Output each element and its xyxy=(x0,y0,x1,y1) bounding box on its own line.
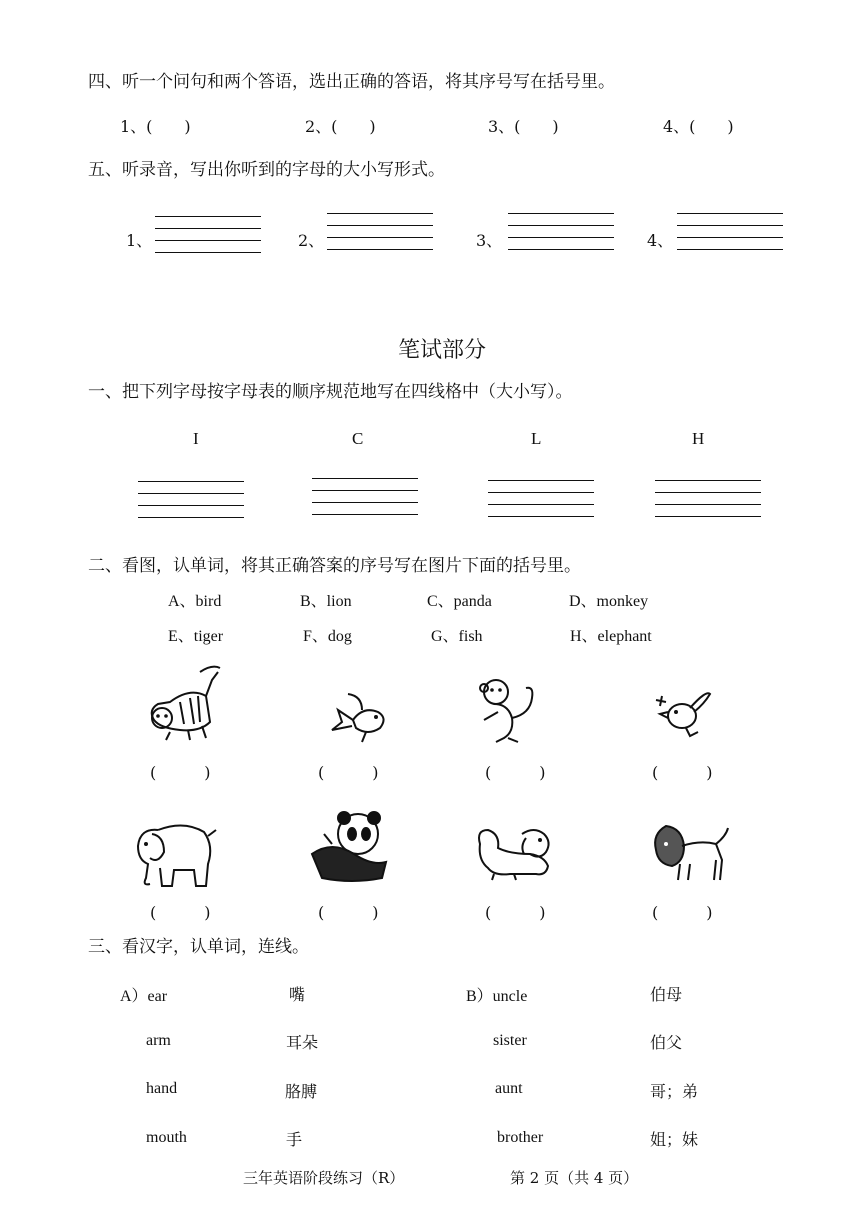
group-a-chinese-2[interactable]: 耳朵 xyxy=(286,1033,319,1052)
letter-3: L xyxy=(531,429,542,448)
group-a-word-4[interactable]: mouth xyxy=(146,1129,187,1146)
written-section2-heading: 二、看图，认单词，将其正确答案的序号写在图片下面的括号里。 xyxy=(88,556,581,576)
four-line-grid-4[interactable] xyxy=(677,213,783,250)
group-b-word-3[interactable]: aunt xyxy=(495,1080,523,1097)
group-b-word-1[interactable]: B）uncle xyxy=(466,988,528,1005)
group-a-chinese-4[interactable]: 手 xyxy=(286,1130,303,1149)
option-d: D、monkey xyxy=(569,593,649,610)
answer-blank-7[interactable]: ( ) xyxy=(485,903,546,922)
group-a-chinese-3[interactable]: 胳膊 xyxy=(285,1082,318,1101)
section5-label-4: 4、 xyxy=(647,231,674,250)
four-line-grid-1[interactable] xyxy=(155,216,261,253)
option-c: C、panda xyxy=(427,593,492,610)
letter-2: C xyxy=(352,429,364,448)
letter-grid-4[interactable] xyxy=(655,480,761,517)
option-e: E、tiger xyxy=(168,628,224,645)
option-f: F、dog xyxy=(303,628,352,645)
section4-item-4[interactable]: 4、( ) xyxy=(663,117,734,136)
section4-item-1[interactable]: 1、( ) xyxy=(120,117,191,136)
footer-title: 三年英语阶段练习（R） xyxy=(243,1169,405,1187)
monkey-picture xyxy=(474,674,544,746)
answer-blank-8[interactable]: ( ) xyxy=(652,903,713,922)
fish-picture xyxy=(318,690,393,745)
group-b-chinese-2[interactable]: 伯父 xyxy=(650,1033,683,1052)
letter-grid-2[interactable] xyxy=(312,478,418,515)
page-number: 第 2 页（共 4 页） xyxy=(510,1169,639,1187)
dog-picture xyxy=(470,820,558,882)
group-a-word-3[interactable]: hand xyxy=(146,1080,178,1097)
four-line-grid-2[interactable] xyxy=(327,213,433,250)
group-b-chinese-4[interactable]: 姐；妹 xyxy=(650,1130,699,1149)
answer-blank-2[interactable]: ( ) xyxy=(318,763,379,782)
written-section1-heading: 一、把下列字母按字母表的顺序规范地写在四线格中（大小写）。 xyxy=(88,382,573,402)
group-a-chinese-1[interactable]: 嘴 xyxy=(289,985,306,1004)
lion-picture xyxy=(650,820,732,886)
section5-heading: 五、听录音，写出你听到的字母的大小写形式。 xyxy=(88,160,445,180)
section5-label-1: 1、 xyxy=(126,231,153,250)
group-b-word-2[interactable]: sister xyxy=(493,1032,527,1049)
group-a-word-1[interactable]: A）ear xyxy=(120,988,168,1005)
letter-grid-3[interactable] xyxy=(488,480,594,517)
option-a: A、bird xyxy=(168,593,222,610)
letter-1: I xyxy=(193,429,199,448)
section4-heading: 四、听一个问句和两个答语，选出正确的答语，将其序号写在括号里。 xyxy=(88,72,615,92)
four-line-grid-3[interactable] xyxy=(508,213,614,250)
answer-blank-1[interactable]: ( ) xyxy=(150,763,211,782)
letter-4: H xyxy=(692,429,705,448)
answer-blank-6[interactable]: ( ) xyxy=(318,903,379,922)
option-g: G、fish xyxy=(431,628,483,645)
option-b: B、lion xyxy=(300,593,352,610)
section5-label-3: 3、 xyxy=(476,231,503,250)
option-h: H、elephant xyxy=(570,628,652,645)
written-part-title: 笔试部分 xyxy=(398,338,487,363)
elephant-picture xyxy=(128,812,218,894)
answer-blank-4[interactable]: ( ) xyxy=(652,763,713,782)
tiger-picture xyxy=(140,662,230,744)
section5-label-2: 2、 xyxy=(298,231,325,250)
answer-blank-5[interactable]: ( ) xyxy=(150,903,211,922)
letter-grid-1[interactable] xyxy=(138,481,244,518)
section4-item-2[interactable]: 2、( ) xyxy=(305,117,376,136)
group-b-chinese-3[interactable]: 哥；弟 xyxy=(650,1082,699,1101)
answer-blank-3[interactable]: ( ) xyxy=(485,763,546,782)
section4-item-3[interactable]: 3、( ) xyxy=(488,117,559,136)
written-section3-heading: 三、看汉字，认单词，连线。 xyxy=(88,937,309,957)
group-b-word-4[interactable]: brother xyxy=(497,1129,544,1146)
bird-picture xyxy=(652,686,714,744)
group-b-chinese-1[interactable]: 伯母 xyxy=(650,985,683,1004)
group-a-word-2[interactable]: arm xyxy=(146,1032,171,1049)
panda-picture xyxy=(302,804,396,886)
